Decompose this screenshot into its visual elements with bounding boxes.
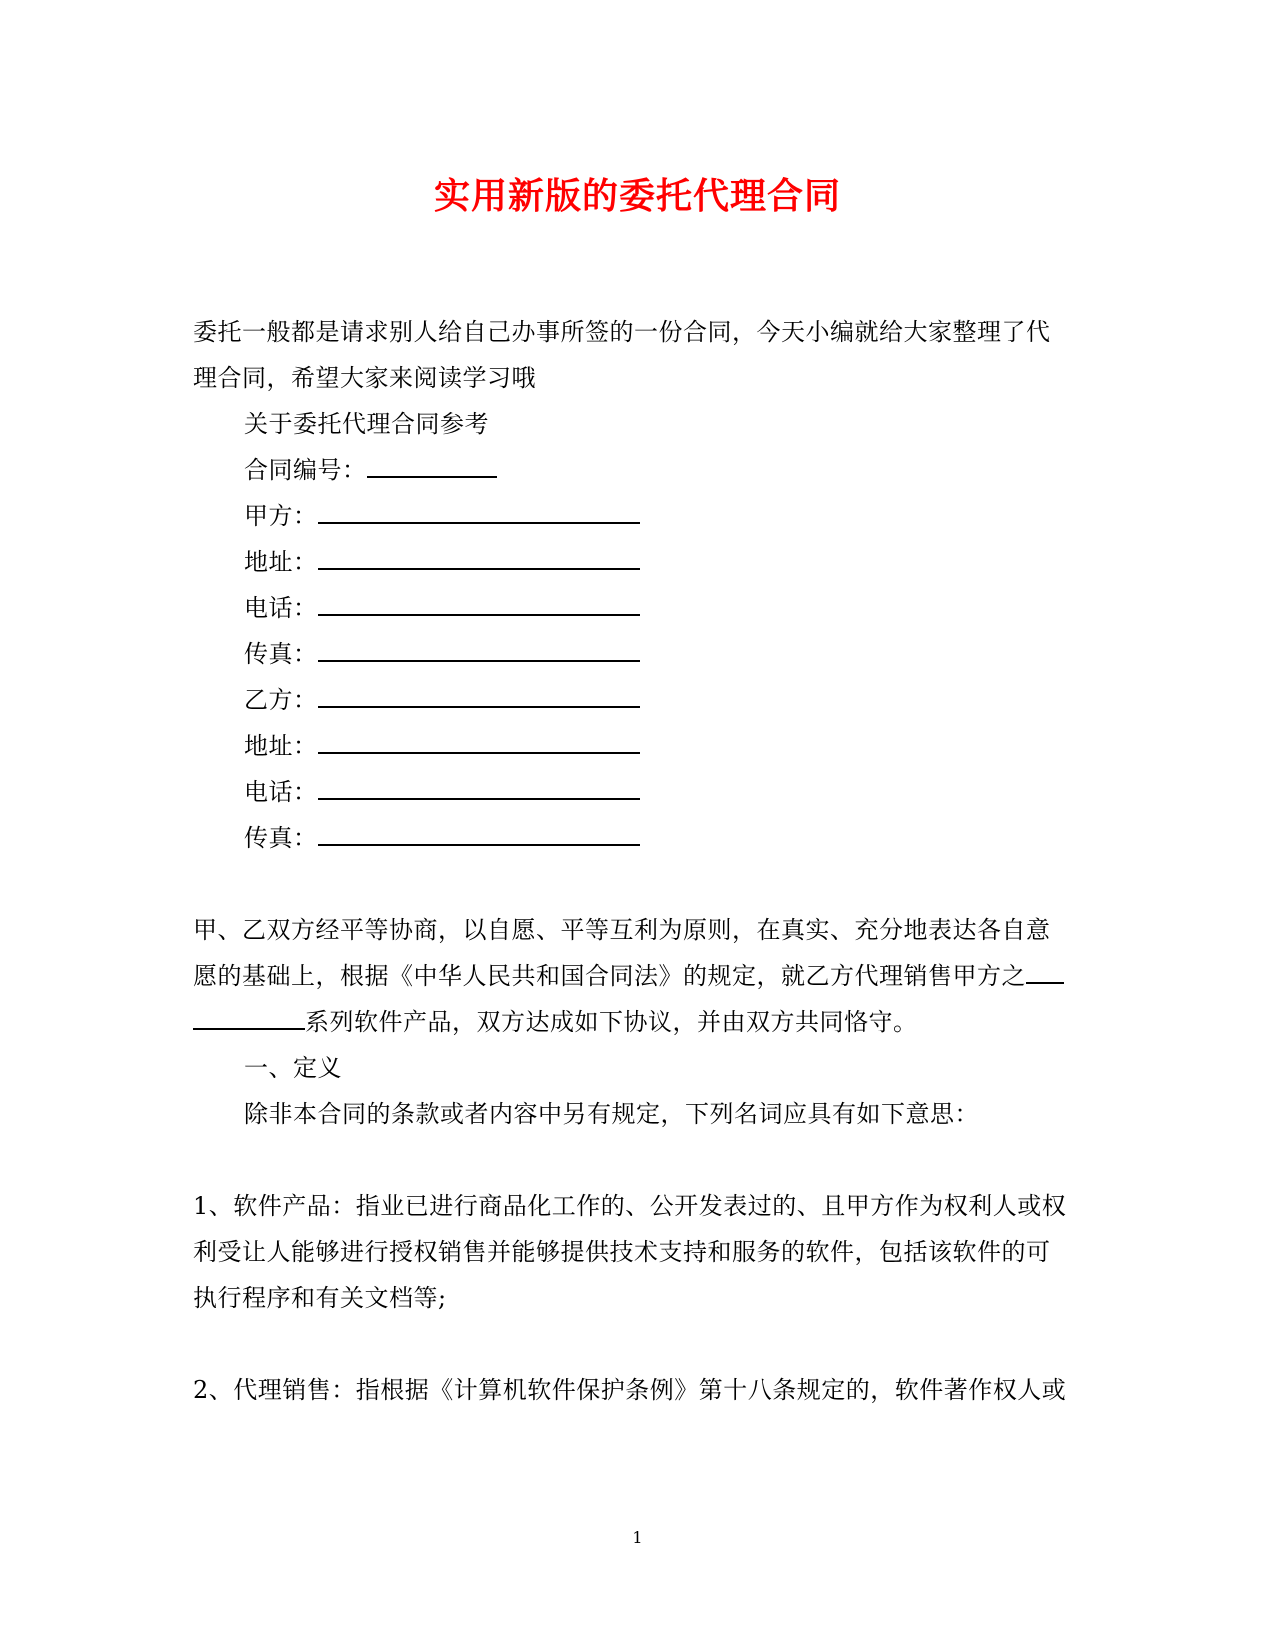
party-b-phone-row [244, 768, 640, 816]
section-1-heading: 一、定义 [244, 1054, 342, 1082]
party-a-row [244, 492, 640, 540]
party-a-fax-label: 传真： [244, 640, 318, 668]
preamble-line-3-text: 系列软件产品，双方达成如下协议，并由双方共同恪守。 [305, 1008, 918, 1036]
product-series-blank-part-2[interactable] [193, 1002, 305, 1030]
party-a-address-label: 地址： [244, 548, 318, 576]
section-1-intro: 除非本合同的条款或者内容中另有规定，下列名词应具有如下意思： [244, 1100, 979, 1128]
contract-number-row [244, 446, 497, 494]
party-a-blank[interactable] [318, 496, 640, 524]
party-b-fax-label: 传真： [244, 824, 318, 852]
party-a-phone-blank[interactable] [318, 588, 640, 616]
party-b-phone-blank[interactable] [318, 772, 640, 800]
party-a-address-blank[interactable] [318, 542, 640, 570]
preamble-line-3 [193, 998, 918, 1046]
party-a-phone-label: 电话： [244, 594, 318, 622]
party-b-phone-label: 电话： [244, 778, 318, 806]
party-b-blank[interactable] [318, 680, 640, 708]
definition-1-line-3: 执行程序和有关文档等; [193, 1284, 447, 1312]
preamble-line-2 [193, 952, 1064, 1000]
preamble-line-2-text: 愿的基础上，根据《中华人民共和国合同法》的规定，就乙方代理销售甲方之 [193, 962, 1026, 990]
party-a-fax-row [244, 630, 640, 678]
party-b-address-row [244, 722, 640, 770]
party-a-phone-row [244, 584, 640, 632]
intro-line-1: 委托一般都是请求别人给自己办事所签的一份合同，今天小编就给大家整理了代 [193, 318, 1051, 346]
definition-1-line-1: 1、软件产品：指业已进行商品化工作的、公开发表过的、且甲方作为权利人或权 [193, 1192, 1067, 1220]
party-b-address-label: 地址： [244, 732, 318, 760]
contract-number-blank[interactable] [367, 450, 497, 478]
party-b-label: 乙方： [244, 686, 318, 714]
definition-2-line-1: 2、代理销售：指根据《计算机软件保护条例》第十八条规定的，软件著作权人或 [193, 1376, 1067, 1404]
page-number: 1 [632, 1528, 643, 1547]
party-b-fax-blank[interactable] [318, 818, 640, 846]
preamble-line-1: 甲、乙双方经平等协商，以自愿、平等互利为原则，在真实、充分地表达各自意 [193, 916, 1051, 944]
definition-1-line-2: 利受让人能够进行授权销售并能够提供技术支持和服务的软件，包括该软件的可 [193, 1238, 1051, 1266]
party-a-label: 甲方： [244, 502, 318, 530]
party-b-fax-row [244, 814, 640, 862]
contract-number-label: 合同编号： [244, 456, 367, 484]
party-b-address-blank[interactable] [318, 726, 640, 754]
subheading: 关于委托代理合同参考 [244, 410, 489, 438]
product-series-blank-part-1[interactable] [1026, 956, 1064, 984]
document-title: 实用新版的委托代理合同 [433, 175, 841, 217]
party-b-row [244, 676, 640, 724]
intro-line-2: 理合同，希望大家来阅读学习哦 [193, 364, 536, 392]
party-a-address-row [244, 538, 640, 586]
party-a-fax-blank[interactable] [318, 634, 640, 662]
